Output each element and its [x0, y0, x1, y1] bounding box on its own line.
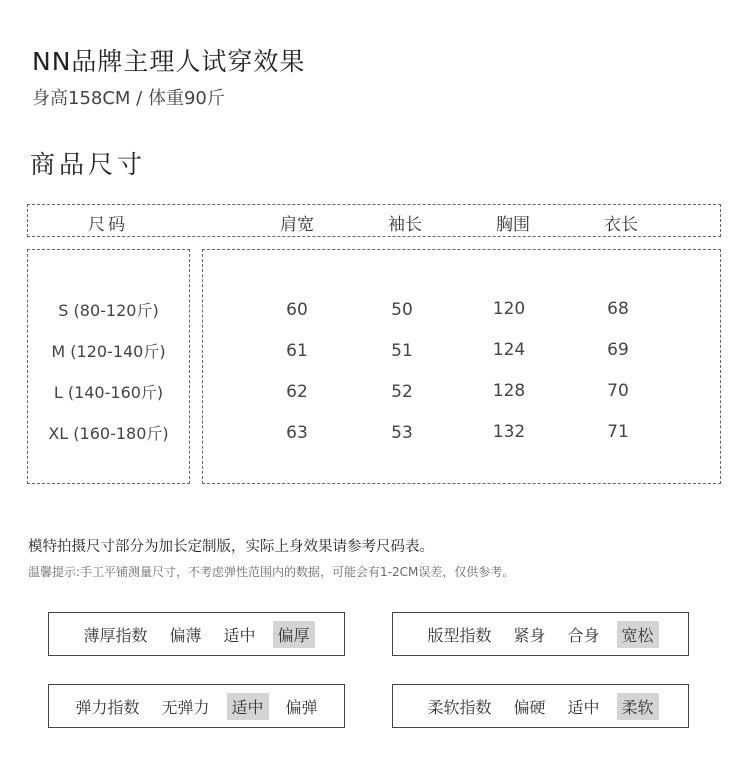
index-label: 弹力指数 [75, 697, 140, 717]
thickness-index [48, 612, 345, 656]
values-panel [202, 249, 721, 484]
cell-l-chest: 128 [492, 381, 526, 401]
cell-xl-shoulder: 63 [286, 423, 308, 443]
index-option: 偏薄 [169, 625, 202, 645]
softness-index [392, 684, 689, 728]
size-label-l: L (140-160斤) [53, 383, 164, 402]
fit-note: 模特拍摄尺寸部分为加长定制版，实际上身效果请参考尺码表。 [28, 539, 434, 555]
header-length: 衣长 [604, 215, 638, 235]
section-title: 商品尺寸 [30, 150, 147, 179]
cell-xl-sleeve: 53 [391, 423, 413, 443]
cell-m-sleeve: 51 [391, 341, 413, 361]
header-size: 尺码 [88, 215, 128, 235]
size-label-m: M (120-140斤) [51, 342, 166, 361]
fit-index [392, 612, 689, 656]
index-option: 适中 [223, 625, 256, 645]
measurement-tip: 温馨提示:手工平铺测量尺寸，不考虑弹性范围内的数据，可能会有1-2CM误差，仅供参考。 [28, 565, 515, 579]
index-option-selected: 宽松 [617, 621, 659, 648]
cell-l-length: 70 [607, 381, 629, 401]
header-shoulder: 肩宽 [280, 215, 314, 235]
index-option-selected: 柔软 [617, 693, 659, 720]
index-option: 适中 [567, 697, 600, 717]
index-label: 柔软指数 [427, 697, 492, 717]
index-option: 偏硬 [513, 697, 546, 717]
cell-s-shoulder: 60 [286, 300, 308, 320]
header-chest: 胸围 [496, 215, 530, 235]
index-option: 偏弹 [285, 697, 318, 717]
size-column [27, 249, 190, 484]
cell-xl-length: 71 [607, 422, 629, 442]
size-label-xl: XL (160-180斤) [48, 424, 169, 443]
index-option-selected: 适中 [227, 693, 269, 720]
index-option: 无弹力 [161, 697, 210, 717]
index-option: 合身 [567, 625, 600, 645]
page-title: NN品牌主理人试穿效果 [32, 47, 306, 76]
index-option-selected: 偏厚 [273, 621, 315, 648]
cell-xl-chest: 132 [492, 422, 526, 442]
cell-s-sleeve: 50 [391, 300, 413, 320]
index-label: 薄厚指数 [83, 625, 148, 645]
size-label-s: S (80-120斤) [58, 301, 159, 320]
cell-l-shoulder: 62 [286, 382, 308, 402]
cell-m-shoulder: 61 [286, 341, 308, 361]
elasticity-index [48, 684, 345, 728]
cell-l-sleeve: 52 [391, 382, 413, 402]
index-option: 紧身 [513, 625, 546, 645]
index-label: 版型指数 [427, 625, 492, 645]
cell-m-chest: 124 [492, 340, 526, 360]
cell-s-chest: 120 [492, 299, 526, 319]
cell-s-length: 68 [607, 299, 629, 319]
header-sleeve: 袖长 [388, 215, 422, 235]
cell-m-length: 69 [607, 340, 629, 360]
model-info: 身高158CM / 体重90斤 [32, 88, 225, 109]
